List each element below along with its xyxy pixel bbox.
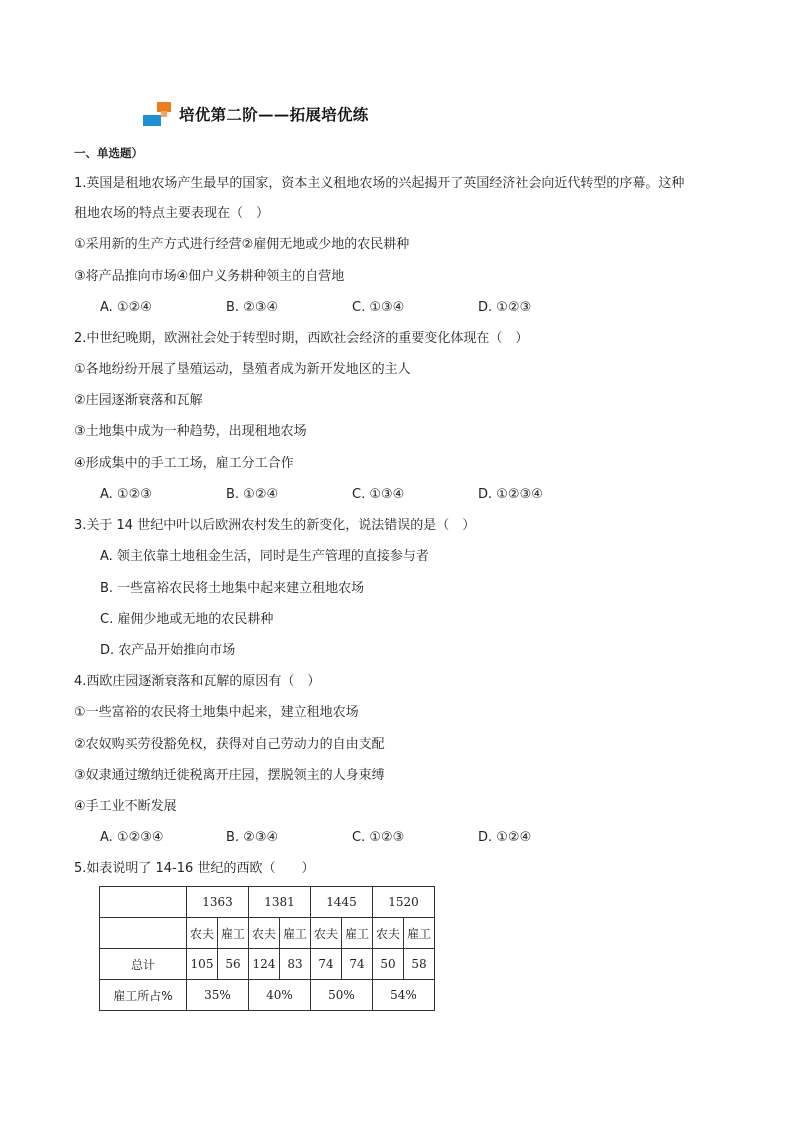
q4-option-a[interactable]: A. ①②③④ <box>100 830 164 845</box>
table-year-cell: 1363 <box>187 887 249 918</box>
q1-stem-line-2: 租地农场的特点主要表现在（ ） <box>74 206 270 221</box>
q4-stem: 4.西欧庄园逐渐衰落和瓦解的原因有（ ） <box>74 674 321 689</box>
table-cell: 56 <box>218 949 249 980</box>
table-cell: 35% <box>187 980 249 1011</box>
q1-option-b[interactable]: B. ②③④ <box>226 300 279 315</box>
q1-item-line-2: ③将产品推向市场④佃户义务耕种领主的自营地 <box>74 269 345 284</box>
q1-option-d[interactable]: D. ①②③ <box>478 300 532 315</box>
table-row-label: 总计 <box>100 949 187 980</box>
table-subheader-cell: 农夫 <box>373 918 404 949</box>
q3-option-d[interactable]: D. 农产品开始推向市场 <box>100 643 236 658</box>
table-cell: 105 <box>187 949 218 980</box>
section-label: 一、单选题） <box>74 146 143 160</box>
q2-option-c[interactable]: C. ①③④ <box>352 487 405 502</box>
q1-option-a[interactable]: A. ①②④ <box>100 300 152 315</box>
table-subheader-cell: 农夫 <box>249 918 280 949</box>
q3-option-b[interactable]: B. 一些富裕农民将土地集中起来建立租地农场 <box>100 581 365 596</box>
q4-item-3: ③奴隶通过缴纳迁徙税离开庄园，摆脱领主的人身束缚 <box>74 768 385 783</box>
table-cell: 74 <box>311 949 342 980</box>
table-subheader-cell: 农夫 <box>187 918 218 949</box>
blocks-logo-icon <box>143 100 175 128</box>
table-cell: 58 <box>404 949 435 980</box>
q1-option-c[interactable]: C. ①③④ <box>352 300 405 315</box>
q3-option-c[interactable]: C. 雇佣少地或无地的农民耕种 <box>100 612 274 627</box>
table-subheader-cell: 雇工 <box>404 918 435 949</box>
q2-option-d[interactable]: D. ①②③④ <box>478 487 543 502</box>
q4-item-4: ④手工业不断发展 <box>74 799 177 814</box>
q3-stem: 3.关于 14 世纪中叶以后欧洲农村发生的新变化，说法错误的是（ ） <box>74 518 476 533</box>
q2-item-1: ①各地纷纷开展了垦殖运动，垦殖者成为新开发地区的主人 <box>74 362 411 377</box>
table-row-total <box>100 949 435 980</box>
table-year-cell: 1520 <box>373 887 435 918</box>
table-row-years <box>100 887 435 918</box>
q2-item-2: ②庄园逐渐衰落和瓦解 <box>74 393 203 408</box>
table-cell: 124 <box>249 949 280 980</box>
q4-item-2: ②农奴购买劳役豁免权，获得对自己劳动力的自由支配 <box>74 737 385 752</box>
table-year-cell: 1381 <box>249 887 311 918</box>
table-corner-cell <box>100 887 187 918</box>
q4-item-1: ①一些富裕的农民将土地集中起来，建立租地农场 <box>74 705 359 720</box>
q2-option-a[interactable]: A. ①②③ <box>100 487 152 502</box>
q5-data-table <box>99 886 435 1011</box>
table-subheader-cell: 农夫 <box>311 918 342 949</box>
table-subheader-cell: 雇工 <box>342 918 373 949</box>
table-row-subheaders <box>100 918 435 949</box>
table-cell: 54% <box>373 980 435 1011</box>
table-subheader-cell: 雇工 <box>280 918 311 949</box>
q2-stem: 2.中世纪晚期，欧洲社会处于转型时期，西欧社会经济的重要变化体现在（ ） <box>74 331 529 346</box>
title-row <box>143 100 369 128</box>
table-row-percent <box>100 980 435 1011</box>
q4-option-c[interactable]: C. ①②③ <box>352 830 405 845</box>
table-cell: 50% <box>311 980 373 1011</box>
table-cell: 40% <box>249 980 311 1011</box>
table-cell: 50 <box>373 949 404 980</box>
q2-item-4: ④形成集中的手工工场，雇工分工合作 <box>74 456 294 471</box>
table-year-cell: 1445 <box>311 887 373 918</box>
q4-option-b[interactable]: B. ②③④ <box>226 830 279 845</box>
q1-stem-line-1: 1.英国是租地农场产生最早的国家，资本主义租地农场的兴起揭开了英国经济社会向近代转型的序幕。这种 <box>74 176 685 191</box>
q2-item-3: ③土地集中成为一种趋势，出现租地农场 <box>74 424 307 439</box>
q2-option-b[interactable]: B. ①②④ <box>226 487 279 502</box>
table-subheader-cell: 雇工 <box>218 918 249 949</box>
table-cell: 74 <box>342 949 373 980</box>
table-cell: 83 <box>280 949 311 980</box>
q5-stem: 5.如表说明了 14-16 世纪的西欧（ ） <box>74 861 315 876</box>
page-title: 培优第二阶——拓展培优练 <box>179 105 369 124</box>
table-empty-cell <box>100 918 187 949</box>
q3-option-a[interactable]: A. 领主依靠土地租金生活，同时是生产管理的直接参与者 <box>100 549 429 564</box>
table-row-label: 雇工所占% <box>100 980 187 1011</box>
q1-item-line-1: ①采用新的生产方式进行经营②雇佣无地或少地的农民耕种 <box>74 237 410 252</box>
q4-option-d[interactable]: D. ①②④ <box>478 830 532 845</box>
